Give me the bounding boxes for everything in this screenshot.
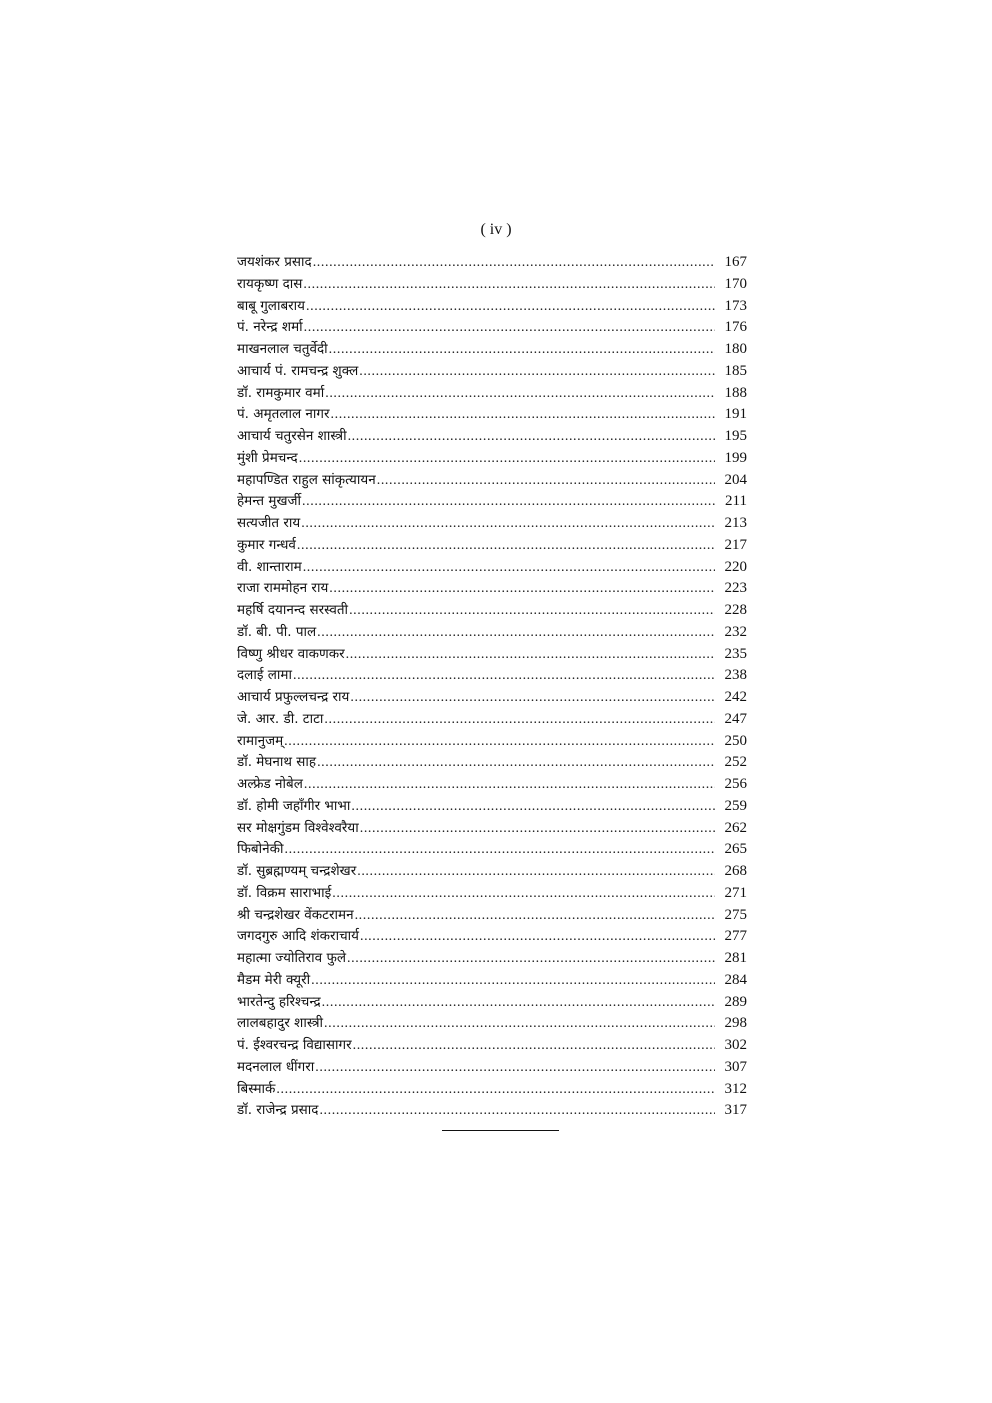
toc-entry-title: डॉ. विक्रम साराभाई xyxy=(237,884,332,901)
toc-entry-page-number: 289 xyxy=(724,993,747,1010)
toc-entry-title: डॉ. राजेन्द्र प्रसाद xyxy=(237,1102,319,1119)
toc-entry-page-number: 252 xyxy=(724,754,747,771)
toc-entry xyxy=(237,731,747,753)
toc-entry-title: दलाई लामा xyxy=(237,667,292,684)
toc-entry xyxy=(237,665,747,687)
dot-leader xyxy=(329,339,715,361)
dot-leader xyxy=(377,470,715,492)
dot-leader xyxy=(355,905,715,927)
toc-entry xyxy=(237,1035,747,1057)
dot-leader xyxy=(346,644,715,666)
dot-leader xyxy=(353,1035,715,1057)
toc-entry xyxy=(237,709,747,731)
dot-leader xyxy=(317,752,715,774)
dot-leader xyxy=(360,926,715,948)
toc-entry xyxy=(237,1013,747,1035)
toc-entry-page-number: 228 xyxy=(724,602,747,618)
toc-entry-title: सत्यजीत राय xyxy=(237,515,301,531)
dot-leader xyxy=(347,948,715,970)
dot-leader xyxy=(303,557,715,579)
toc-entry-title: फिबोनेकी xyxy=(237,841,284,858)
dot-leader xyxy=(284,731,715,753)
toc-entry-title: पं. नरेन्द्र शर्मा xyxy=(237,319,303,336)
dot-leader xyxy=(322,992,715,1014)
toc-entry xyxy=(237,992,747,1014)
toc-entry-title: लालबहादुर शास्त्री xyxy=(237,1015,324,1032)
toc-entry xyxy=(237,1079,747,1101)
dot-leader xyxy=(319,1100,715,1122)
toc-entry xyxy=(237,296,747,318)
dot-leader xyxy=(293,665,715,687)
toc-entry xyxy=(237,644,747,666)
toc-entry-title: डॉ. होमी जहाँगीर भाभा xyxy=(237,797,351,814)
dot-leader xyxy=(284,839,715,861)
toc-entry-page-number: 262 xyxy=(724,819,747,836)
toc-entry-title: मदनलाल धींगरा xyxy=(237,1058,315,1075)
toc-entry xyxy=(237,535,747,557)
toc-entry xyxy=(237,426,747,448)
toc-entry-title: विष्णु श्रीधर वाकणकर xyxy=(237,645,345,662)
toc-entry-title: डॉ. सुब्रह्मण्यम् चन्द्रशेखर xyxy=(237,863,357,879)
toc-entry xyxy=(237,905,747,927)
toc-entry xyxy=(237,578,747,600)
toc-entry xyxy=(237,687,747,709)
toc-entry xyxy=(237,383,747,405)
toc-entry xyxy=(237,513,747,535)
dot-leader xyxy=(276,1079,715,1101)
end-rule-divider xyxy=(442,1130,559,1131)
toc-entry-title: कुमार गन्धर्व xyxy=(237,536,296,553)
dot-leader xyxy=(324,709,715,731)
toc-entry xyxy=(237,491,747,513)
toc-entry-title: बाबू गुलाबराय xyxy=(237,297,306,314)
dot-leader xyxy=(304,317,715,339)
dot-leader xyxy=(350,687,715,709)
dot-leader xyxy=(313,252,715,274)
toc-entry-page-number: 217 xyxy=(724,536,747,553)
dot-leader xyxy=(302,491,715,513)
dot-leader xyxy=(306,296,715,318)
toc-entry-page-number: 256 xyxy=(724,776,747,792)
toc-entry-page-number: 185 xyxy=(724,362,747,379)
dot-leader xyxy=(297,535,715,557)
dot-leader xyxy=(303,274,715,296)
toc-entry xyxy=(237,470,747,492)
toc-entry xyxy=(237,600,747,622)
page-number: ( iv ) xyxy=(480,221,512,238)
toc-entry-page-number: 199 xyxy=(724,449,747,466)
toc-entry-title: सर मोक्षगुंडम विश्वेश्वरैया xyxy=(237,819,359,836)
dot-leader xyxy=(304,774,715,796)
toc-entry-page-number: 176 xyxy=(724,319,747,336)
toc-entry xyxy=(237,404,747,426)
toc-entry xyxy=(237,926,747,948)
toc-entry xyxy=(237,970,747,992)
toc-entry xyxy=(237,339,747,361)
toc-entry-title: भारतेन्दु हरिश्चन्द्र xyxy=(237,993,321,1010)
toc-entry-page-number: 167 xyxy=(724,254,747,270)
toc-entry xyxy=(237,839,747,861)
dot-leader xyxy=(351,796,715,818)
table-of-contents xyxy=(237,252,747,1122)
toc-entry-title: हेमन्त मुखर्जी xyxy=(237,493,302,510)
dot-leader xyxy=(311,970,715,992)
toc-entry xyxy=(237,818,747,840)
dot-leader xyxy=(331,404,715,426)
dot-leader xyxy=(324,1013,715,1035)
toc-entry-page-number: 250 xyxy=(724,732,747,749)
toc-entry-title: डॉ. बी. पी. पाल xyxy=(237,623,317,640)
toc-entry xyxy=(237,796,747,818)
toc-entry xyxy=(237,622,747,644)
toc-entry-page-number: 204 xyxy=(724,471,747,488)
toc-entry-page-number: 317 xyxy=(724,1102,747,1119)
toc-entry-page-number: 265 xyxy=(724,841,747,858)
toc-entry-title: बिस्मार्क xyxy=(237,1080,276,1097)
dot-leader xyxy=(329,578,715,600)
toc-entry-page-number: 275 xyxy=(724,906,747,923)
toc-entry xyxy=(237,557,747,579)
toc-entry-title: रामानुजम् xyxy=(237,732,284,749)
toc-entry-title: आचार्य पं. रामचन्द्र शुक्ल xyxy=(237,362,359,379)
toc-entry-title: राजा राममोहन राय xyxy=(237,580,329,597)
toc-entry-page-number: 298 xyxy=(724,1015,747,1032)
toc-entry-title: महापण्डित राहुल सांकृत्यायन xyxy=(237,471,376,488)
toc-entry-title: वी. शान्ताराम xyxy=(237,558,302,575)
toc-entry xyxy=(237,752,747,774)
dot-leader xyxy=(317,622,715,644)
dot-leader xyxy=(349,600,715,622)
toc-entry-page-number: 242 xyxy=(724,689,747,705)
dot-leader xyxy=(348,426,715,448)
dot-leader xyxy=(299,448,715,470)
toc-entry xyxy=(237,774,747,796)
dot-leader xyxy=(301,513,715,535)
toc-entry-page-number: 312 xyxy=(724,1080,747,1097)
toc-entry-page-number: 220 xyxy=(724,558,747,575)
toc-entry-title: महर्षि दयानन्द सरस्वती xyxy=(237,602,349,618)
toc-entry-title: मुंशी प्रेमचन्द xyxy=(237,449,298,466)
toc-entry-page-number: 302 xyxy=(724,1037,747,1053)
toc-entry xyxy=(237,448,747,470)
toc-entry-page-number: 232 xyxy=(724,623,747,640)
toc-entry-page-number: 235 xyxy=(724,645,747,662)
toc-entry xyxy=(237,317,747,339)
toc-entry-title: डॉ. रामकुमार वर्मा xyxy=(237,384,325,401)
toc-entry-page-number: 238 xyxy=(724,667,747,684)
toc-entry xyxy=(237,274,747,296)
dot-leader xyxy=(359,361,715,383)
dot-leader xyxy=(357,861,715,883)
toc-entry-page-number: 307 xyxy=(724,1058,747,1075)
toc-entry-title: जगदगुरु आदि शंकराचार्य xyxy=(237,928,359,945)
toc-entry-title: रायकृष्ण दास xyxy=(237,275,303,292)
toc-entry-title: श्री चन्द्रशेखर वेंकटरामन xyxy=(237,906,354,923)
toc-entry-title: जे. आर. डी. टाटा xyxy=(237,710,324,727)
toc-entry-page-number: 180 xyxy=(724,341,747,357)
toc-entry-page-number: 195 xyxy=(724,428,747,444)
toc-entry-page-number: 170 xyxy=(724,275,747,292)
toc-entry-title: जयशंकर प्रसाद xyxy=(237,254,312,270)
toc-entry-page-number: 173 xyxy=(724,297,747,314)
toc-entry xyxy=(237,1057,747,1079)
toc-entry-page-number: 191 xyxy=(724,406,747,423)
toc-entry-page-number: 271 xyxy=(724,884,747,901)
dot-leader xyxy=(325,383,715,405)
toc-entry-page-number: 211 xyxy=(725,493,747,510)
toc-entry xyxy=(237,252,747,274)
toc-entry-page-number: 268 xyxy=(724,863,747,879)
toc-entry-title: पं. ईश्वरचन्द्र विद्यासागर xyxy=(237,1037,352,1053)
toc-entry-title: डॉ. मेघनाथ साह xyxy=(237,754,317,771)
toc-entry-page-number: 188 xyxy=(724,384,747,401)
toc-entry-page-number: 247 xyxy=(724,710,747,727)
toc-entry-title: अल्फ्रेड नोबेल xyxy=(237,776,303,792)
toc-entry-page-number: 284 xyxy=(724,971,747,988)
toc-entry-title: माखनलाल चतुर्वेदी xyxy=(237,341,328,357)
dot-leader xyxy=(332,883,715,905)
toc-entry-page-number: 277 xyxy=(724,928,747,945)
toc-entry xyxy=(237,883,747,905)
dot-leader xyxy=(360,818,715,840)
toc-entry-page-number: 223 xyxy=(724,580,747,597)
dot-leader xyxy=(315,1057,715,1079)
toc-entry-title: महात्मा ज्योतिराव फुले xyxy=(237,950,347,966)
toc-entry-page-number: 213 xyxy=(724,515,747,531)
toc-entry-title: मैडम मेरी क्यूरी xyxy=(237,971,311,988)
toc-entry-page-number: 259 xyxy=(724,797,747,814)
toc-entry-page-number: 281 xyxy=(724,950,747,966)
toc-entry xyxy=(237,361,747,383)
toc-entry-title: आचार्य प्रफुल्लचन्द्र राय xyxy=(237,689,350,705)
toc-entry-title: आचार्य चतुरसेन शास्त्री xyxy=(237,428,347,444)
toc-entry xyxy=(237,948,747,970)
toc-entry xyxy=(237,861,747,883)
toc-entry xyxy=(237,1100,747,1122)
toc-entry-title: पं. अमृतलाल नागर xyxy=(237,406,330,423)
